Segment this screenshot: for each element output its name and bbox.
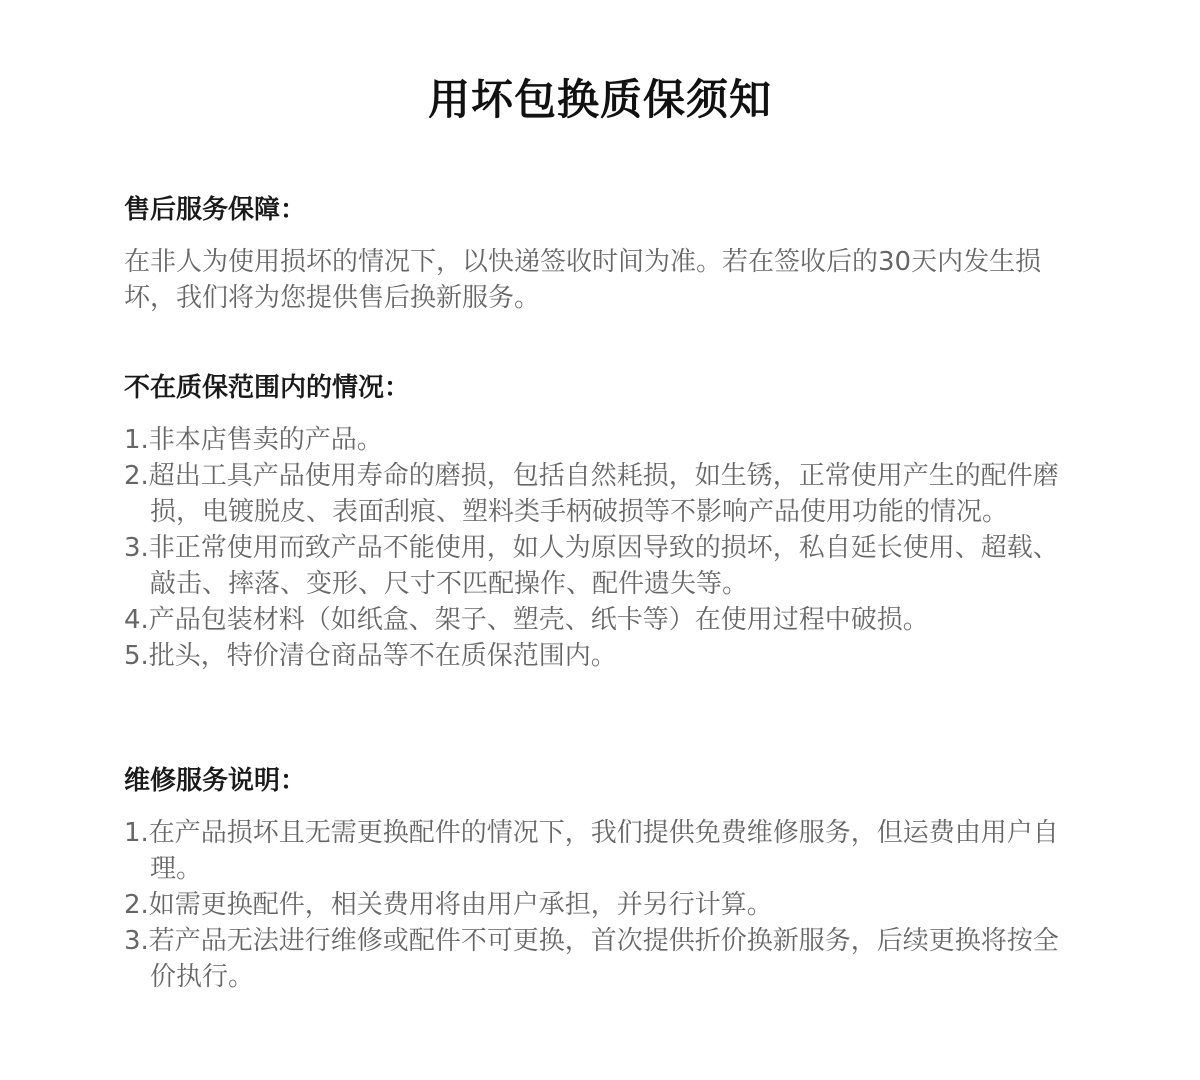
list-item: 4.产品包装材料（如纸盒、架子、塑壳、纸卡等）在使用过程中破损。: [124, 605, 929, 635]
list-item: 2.如需更换配件，相关费用将由用户承担，并另行计算。: [124, 890, 773, 920]
repair-heading: 维修服务说明：: [124, 766, 307, 796]
after-sales-heading: 售后服务保障：: [124, 195, 307, 225]
page-title: 用坏包换质保须知: [427, 75, 772, 124]
repair-section: [124, 763, 1084, 995]
list-item: 3.非正常使用而致产品不能使用，如人为原因导致的损坏，私自延长使用、超载、敲击、摔落、变形、尺寸不匹配操作、配件遗失等。: [124, 533, 1059, 599]
list-item: 2.超出工具产品使用寿命的磨损，包括自然耗损，如生锈，正常使用产生的配件磨损，电镀脱皮、表面刮痕、塑料类手柄破损等不影响产品使用功能的情况。: [124, 461, 1059, 527]
list-item: 1.在产品损坏且无需更换配件的情况下，我们提供免费维修服务，但运费由用户自理。: [124, 818, 1059, 884]
after-sales-section: [124, 192, 1084, 316]
after-sales-text: 在非人为使用损坏的情况下，以快递签收时间为准。若在签收后的30天内发生损坏，我们将为您提供售后换新服务。: [124, 247, 1042, 313]
exclusions-section: [124, 370, 1084, 674]
list-item: 1.非本店售卖的产品。: [124, 425, 383, 455]
repair-list: [124, 815, 1084, 995]
list-item: 5.批头，特价清仓商品等不在质保范围内。: [124, 641, 617, 671]
list-item: 3.若产品无法进行维修或配件不可更换，首次提供折价换新服务，后续更换将按全价执行。: [124, 926, 1059, 992]
exclusions-list: [124, 422, 1084, 674]
exclusions-heading: 不在质保范围内的情况：: [124, 373, 411, 403]
